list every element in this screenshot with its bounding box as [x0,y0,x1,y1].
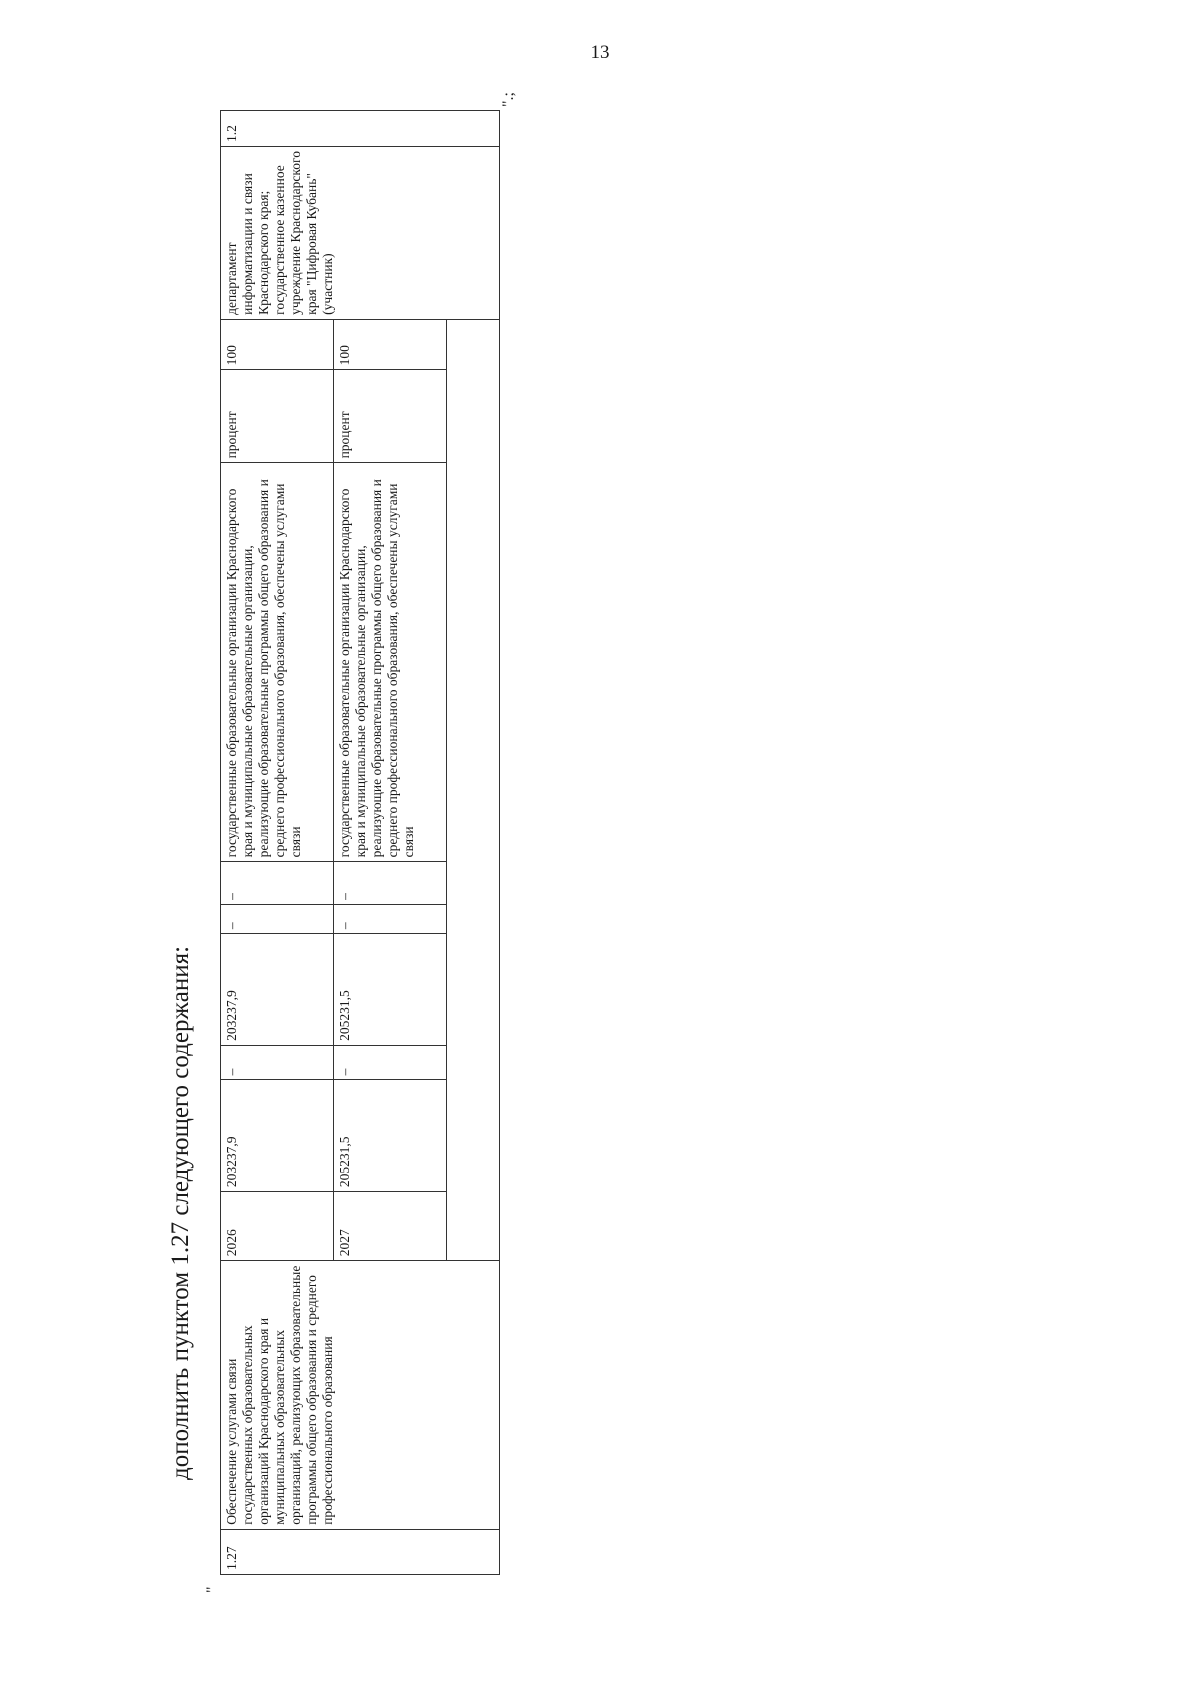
total-cell: 205231,5 [334,1080,447,1192]
table-row [221,111,334,1575]
result-cell: государственные образовательные организации Краснодарского края и муниципальные образовательные организации, реализующие образовательные программы общего образования и среднего профессионального образования, обеспечены услугами связи [334,463,447,862]
unit-cell: процент [334,370,447,463]
result-cell: государственные образовательные организации Краснодарского края и муниципальные образовательные организации, реализующие образовательные программы общего образования и среднего профессионального образования, обеспечены услугами связи [221,463,334,862]
regional-cell: 205231,5 [334,934,447,1046]
spacer-cell [447,319,500,1260]
federal-cell: – [221,1045,334,1080]
other-cell: – [221,862,334,905]
close-suffix: ; [500,92,517,97]
program-table [220,110,500,1575]
close-quote-mark [500,92,518,107]
intro-text: дополнить пунктом 1.27 следующего содержания: [167,945,194,1480]
regional-cell: 203237,9 [221,934,334,1046]
value-cell: 100 [221,319,334,370]
year-cell: 2027 [334,1192,447,1261]
extra-cell: 1.2 [221,111,500,147]
item-number: 1.27 [221,1529,500,1574]
local-cell: – [334,904,447,933]
unit-cell: процент [221,370,334,463]
other-cell: – [334,862,447,905]
total-cell: 203237,9 [221,1080,334,1192]
federal-cell: – [334,1045,447,1080]
open-quote-mark: " [204,1586,221,1593]
item-title: Обеспечение услугами связи государственных образовательных организаций Краснодарского края и муниципальных образовательных организаций, реализующих образовательные программы общего образования и среднего профессионального образования [221,1261,500,1530]
local-cell: – [221,904,334,933]
rotated-content [160,92,540,1595]
page-number: 13 [590,42,610,63]
value-cell: 100 [334,319,447,370]
year-cell: 2026 [221,1192,334,1261]
close-quote: ". [500,96,517,107]
responsible-cell: департамент информатизации и связи Краснодарского края; государственное казенное учреждение Краснодарского края "Цифровая Кубань" (участник) [221,146,500,319]
